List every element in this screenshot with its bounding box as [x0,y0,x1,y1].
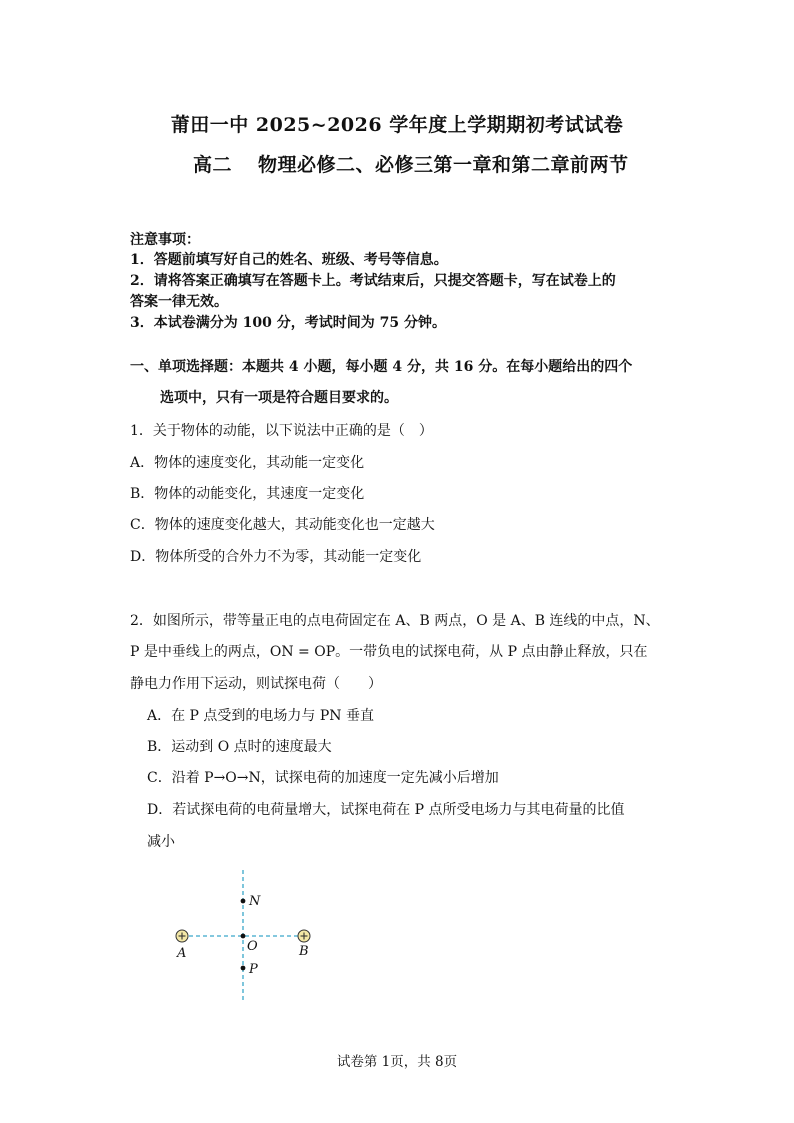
charge-diagram [160,865,340,1005]
question-1-option-a: A．物体的速度变化，其动能一定变化 [130,455,365,471]
question-2-option-c: C．沿着 P→O→N，试探电荷的加速度一定先减小后增加 [147,770,499,786]
exam-title: 莆田一中 2025~2026 学年度上学期期初考试试卷 [170,114,624,136]
question-2-option-d-cont: 减小 [147,834,175,850]
section-heading: 一、单项选择题：本题共 4 小题，每小题 4 分，共 16 分。在每小题给出的四个 [130,359,633,375]
question-2-option-d: D．若试探电荷的电荷量增大，试探电荷在 P 点所受电场力与其电荷量的比值 [147,802,625,818]
question-2-stem-line3: 静电力作用下运动，则试探电荷（ ） [130,676,382,692]
question-2-option-b: B．运动到 O 点时的速度最大 [147,739,332,755]
label-a: A [177,946,187,961]
question-2-option-a: A．在 P 点受到的电场力与 PN 垂直 [147,708,375,724]
notice-heading: 注意事项： [130,232,200,248]
exam-scope: 物理必修二、必修三第一章和第二章前两节 [258,154,629,176]
point-n [241,899,246,904]
notice-item: 2．请将答案正确填写在答题卡上。考试结束后，只提交答题卡，写在试卷上的 [130,273,616,289]
notice-item: 3．本试卷满分为 100 分，考试时间为 75 分钟。 [130,315,446,331]
label-o: O [247,939,258,954]
label-b: B [299,944,309,959]
positive-charge-a [176,930,188,942]
question-2-stem-line2: P 是中垂线上的两点，ON = OP。一带负电的试探电荷，从 P 点由静止释放，只在 [130,644,648,660]
question-1-stem: 1．关于物体的动能，以下说法中正确的是（ ） [130,423,433,439]
positive-charge-b [298,930,310,942]
point-o [241,934,246,939]
section-heading-cont: 选项中，只有一项是符合题目要求的。 [160,390,398,406]
point-p [241,966,246,971]
question-2-stem: 2．如图所示，带等量正电的点电荷固定在 A、B 两点，O 是 A、B 连线的中点，N、 [130,613,660,629]
question-1-option-c: C．物体的速度变化越大，其动能变化也一定越大 [130,517,435,533]
question-1-option-d: D．物体所受的合外力不为零，其动能一定变化 [130,549,422,565]
notice-item: 1．答题前填写好自己的姓名、班级、考号等信息。 [130,252,448,268]
page-footer: 试卷第 1页，共 8页 [336,1054,458,1070]
label-n: N [249,894,261,909]
grade-label: 高二 [193,154,233,176]
notice-item: 答案一律无效。 [130,294,228,310]
question-1-option-b: B．物体的动能变化，其速度一定变化 [130,486,365,502]
label-p: P [249,962,258,977]
